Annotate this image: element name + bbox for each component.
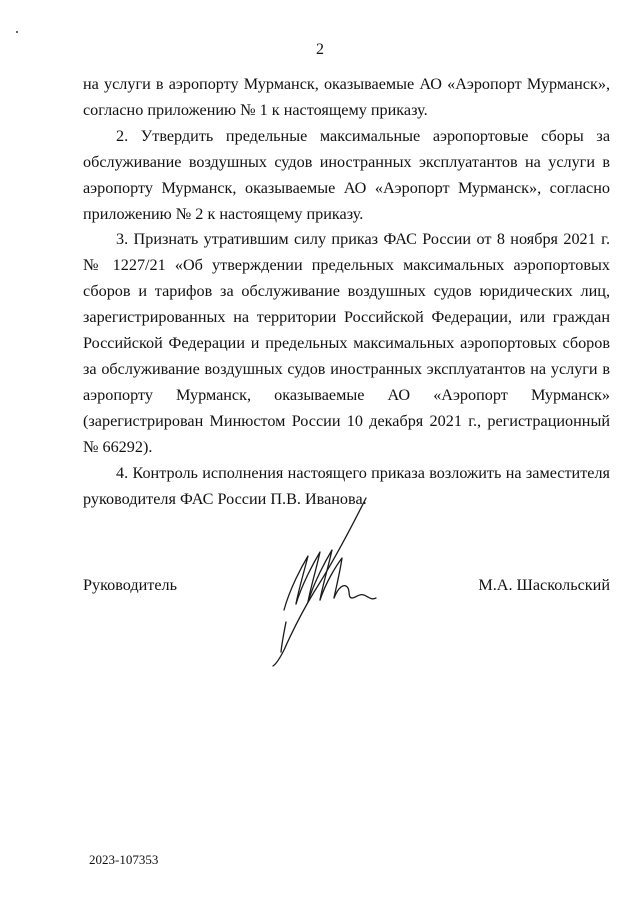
paragraph-4: 4. Контроль исполнения настоящего приказа возложить на заместителя руководителя ФАС России П.В. Иванова. [83,463,610,508]
document-body [83,72,610,512]
scan-speck [16,31,18,33]
paragraph-2: 2. Утвердить предельные максимальные аэропортовые сборы за обслуживание воздушных судов иностранных эксплуатантов на услуги в аэропорту Мурманск, оказываемые АО «Аэропорт Мурманск», согласно приложению № 2 к настоящему приказу. [83,126,610,223]
handwritten-signature [262,492,382,667]
page-number: 2 [316,41,324,58]
signatory-position: Руководитель [83,576,178,594]
signatory-name: М.А. Шаскольский [478,576,610,594]
document-registration-number: 2023-107353 [89,852,159,867]
paragraph-3: 3. Признать утратившим силу приказ ФАС России от 8 ноября 2021 г. № 1227/21 «Об утверждении предельных максимальных аэропортовых сборов и тарифов за обслуживание воздушных судов юридических лиц, зарегистрированных на территории Российской Федерации, или граждан Российской Федерации и предельных максимальных аэропортовых сборов за обслуживание воздушных судов иностранных эксплуатантов на услуги в аэропорту Мурманск, оказываемые АО «Аэропорт Мурманск» (зарегистрирован Минюстом России 10 декабря 2021 г., регистрационный № 66292). [83,230,610,456]
paragraph-continuation: на услуги в аэропорту Мурманск, оказываемые АО «Аэропорт Мурманск», согласно приложению № 1 к настоящему приказу. [83,75,610,119]
